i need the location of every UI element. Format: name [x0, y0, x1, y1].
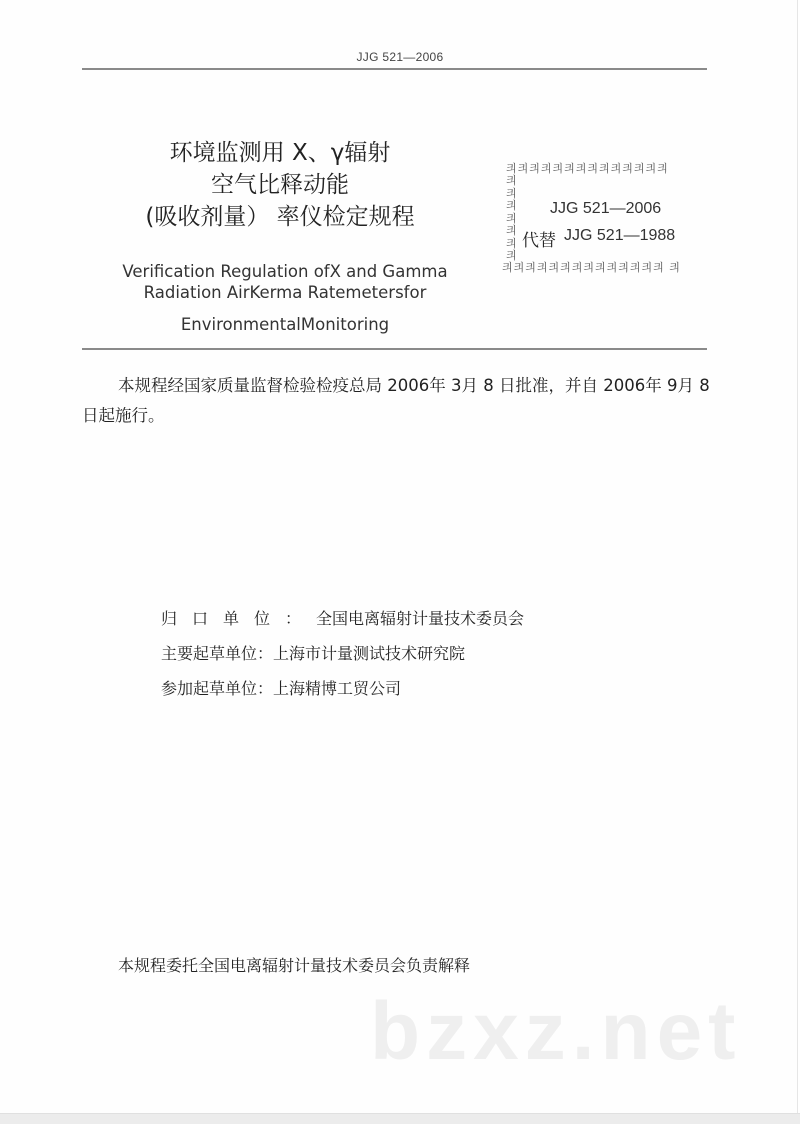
english-title-line-1: Verification Regulation ofX and Gamma	[122, 262, 448, 281]
org-row-participating-drafting-unit	[161, 671, 524, 706]
english-title-line-3: EnvironmentalMonitoring	[180, 315, 390, 334]
approval-statement: 本规程经国家质量监督检验检疫总局 2006年 3月 8 日批准，并自 2006年 9月 8 日起施行。	[82, 376, 710, 425]
standard-code-box	[502, 163, 702, 275]
org-label: 参加起草单位：	[161, 679, 274, 698]
chinese-title-line-3: (吸收剂量） 率仪检定规程	[145, 204, 415, 230]
code-box-border-top: 킈킈킈킈킈킈킈킈킈킈킈킈킈킈	[506, 162, 669, 175]
chinese-title	[110, 137, 450, 233]
org-label: 归口单位：	[161, 609, 317, 628]
org-value: 上海精博工贸公司	[273, 679, 402, 698]
next-page-edge	[0, 1124, 800, 1134]
code-box-border-left: 킈 킈 킈 킈 킈 킈 킈	[506, 174, 518, 262]
title-divider-rule	[82, 348, 707, 350]
watermark: bzxz.net	[370, 986, 742, 1077]
code-box-border-bottom: 킈킈킈킈킈킈킈킈킈킈킈킈킈킈 킈	[502, 261, 681, 274]
english-title-line-2: Radiation AirKerma Ratemetersfor	[143, 283, 427, 302]
header-standard-code: JJG 521—2006	[356, 50, 444, 64]
chinese-title-line-2: 空气比释动能	[211, 172, 349, 198]
code-box-border-right: ᅟ ᅟ ᅟ ᅟ ᅟ ᅟ ᅟ	[698, 175, 704, 248]
org-row-responsible-unit	[161, 601, 524, 636]
org-row-main-drafting-unit	[161, 636, 524, 671]
replaces-label: 代替	[522, 231, 556, 251]
header-rule	[82, 68, 707, 70]
org-value: 上海市计量测试技术研究院	[273, 644, 466, 663]
chinese-title-line-1: 环境监测用 X、γ辐射	[169, 140, 391, 166]
replaced-standard-code: JJG 521—1988	[564, 227, 676, 244]
current-standard-code: JJG 521—2006	[550, 200, 662, 217]
interpretation-statement: 本规程委托全国电离辐射计量技术委员会负责解释	[118, 956, 471, 975]
org-label: 主要起草单位：	[161, 644, 274, 663]
organizations-list	[161, 601, 524, 706]
english-title	[100, 261, 470, 335]
org-value: 全国电离辐射计量技术委员会	[316, 609, 525, 628]
